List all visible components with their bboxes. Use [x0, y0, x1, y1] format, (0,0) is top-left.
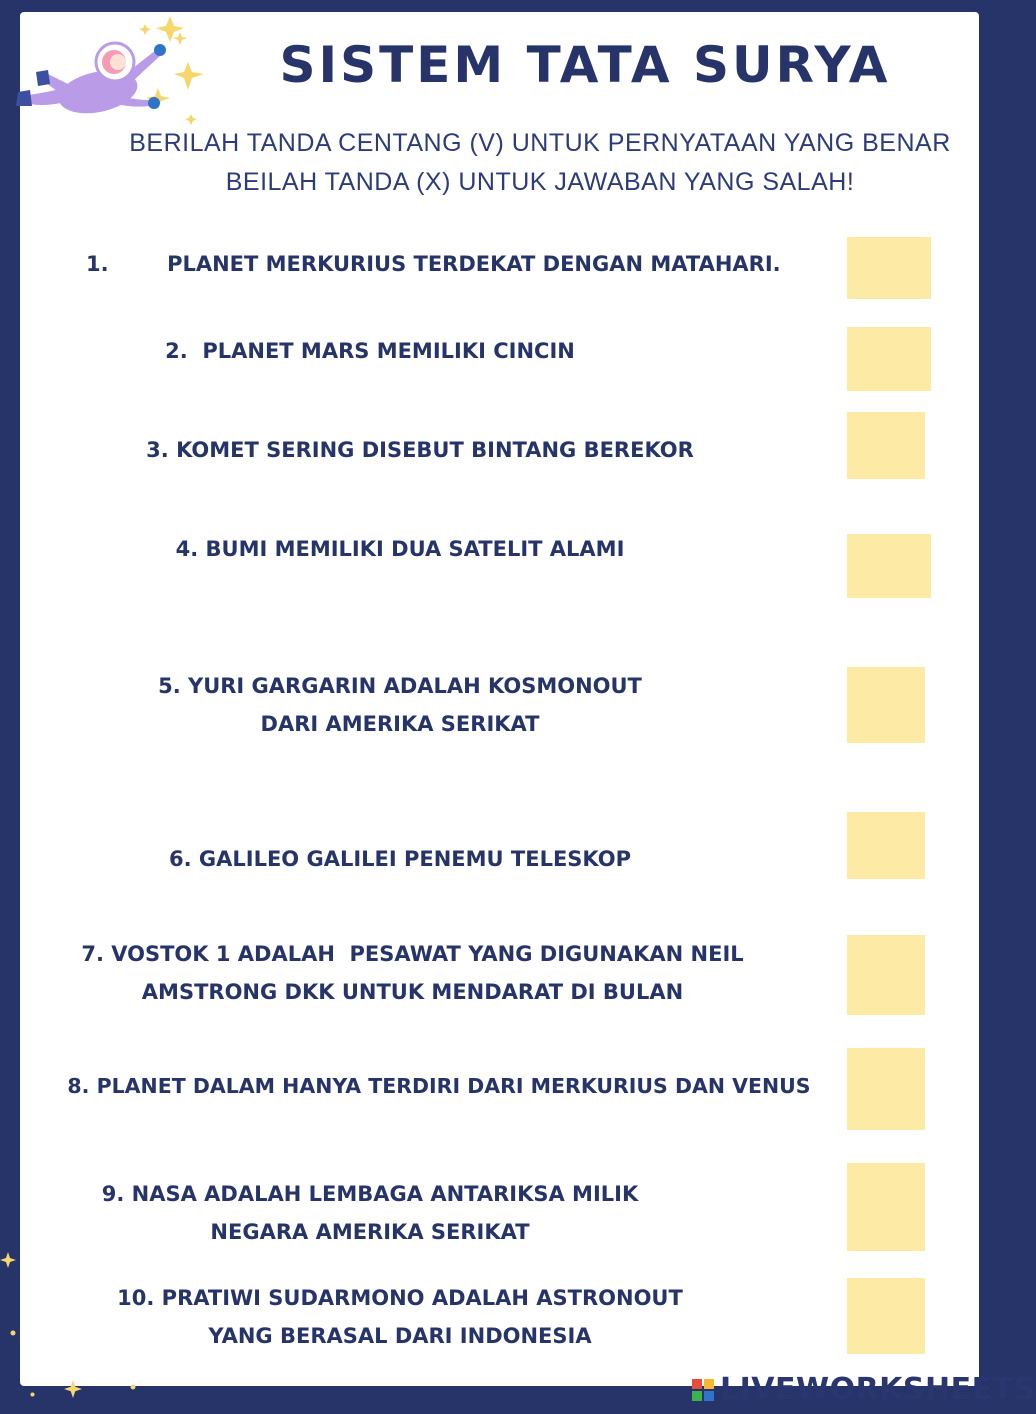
question-4 [100, 530, 700, 568]
question-text: YANG BERASAL DARI INDONESIA [208, 1324, 592, 1348]
question-text: DARI AMERIKA SERIKAT [260, 712, 540, 736]
answer-box-3[interactable] [847, 412, 925, 479]
worksheet-title: SISTEM TATA SURYA [279, 36, 891, 94]
answer-box-1[interactable] [847, 237, 931, 299]
question-10 [100, 1279, 700, 1355]
question-6 [100, 840, 700, 878]
question-text: 5. YURI GARGARIN ADALAH KOSMONOUT [158, 674, 642, 698]
instructions [120, 124, 960, 202]
answer-box-9[interactable] [847, 1163, 925, 1251]
background-star-icon [64, 1380, 82, 1398]
astronaut-icon [8, 10, 213, 130]
question-text: 7. VOSTOK 1 ADALAH PESAWAT YANG DIGUNAKAN NEIL [81, 942, 744, 966]
background-dot-icon [10, 1330, 16, 1336]
question-text: 8. PLANET DALAM HANYA TERDIRI DARI MERKURIUS DAN VENUS [67, 1074, 811, 1098]
question-1 [86, 245, 816, 283]
question-text: 1. PLANET MERKURIUS TERDEKAT DENGAN MATAHARI. [86, 252, 781, 276]
instruction-line: BERILAH TANDA CENTANG (V) UNTUK PERNYATAAN YANG BENAR [129, 129, 951, 157]
question-3 [100, 431, 740, 469]
question-text: NEGARA AMERIKA SERIKAT [210, 1220, 530, 1244]
answer-box-7[interactable] [847, 935, 925, 1015]
question-text: 3. KOMET SERING DISEBUT BINTANG BEREKOR [146, 438, 694, 462]
answer-box-2[interactable] [847, 327, 931, 391]
question-text: 9. NASA ADALAH LEMBAGA ANTARIKSA MILIK [101, 1182, 639, 1206]
liveworksheets-logo[interactable] [692, 1374, 1036, 1406]
question-text: 6. GALILEO GALILEI PENEMU TELESKOP [168, 847, 632, 871]
question-5 [100, 667, 700, 743]
answer-box-6[interactable] [847, 812, 925, 879]
background-dot-icon [30, 1392, 35, 1397]
question-text: AMSTRONG DKK UNTUK MENDARAT DI BULAN [141, 980, 684, 1004]
question-text: 4. BUMI MEMILIKI DUA SATELIT ALAMI [175, 537, 625, 561]
question-text: 2. PLANET MARS MEMILIKI CINCIN [165, 339, 575, 363]
logo-mark-icon [692, 1379, 714, 1401]
answer-box-5[interactable] [847, 667, 925, 743]
background-star-icon [0, 1252, 16, 1268]
answer-box-8[interactable] [847, 1048, 925, 1130]
question-text: 10. PRATIWI SUDARMONO ADALAH ASTRONOUT [117, 1286, 683, 1310]
question-9 [70, 1175, 670, 1251]
background-dot-icon [130, 1384, 136, 1390]
answer-box-4[interactable] [847, 534, 931, 598]
logo-text: LIVEWORKSHEETS [720, 1372, 1036, 1407]
question-8 [40, 1067, 838, 1105]
answer-box-10[interactable] [847, 1278, 925, 1354]
instruction-line: BEILAH TANDA (X) UNTUK JAWABAN YANG SALAH! [225, 168, 855, 196]
question-2 [100, 332, 640, 370]
question-7 [40, 935, 785, 1011]
